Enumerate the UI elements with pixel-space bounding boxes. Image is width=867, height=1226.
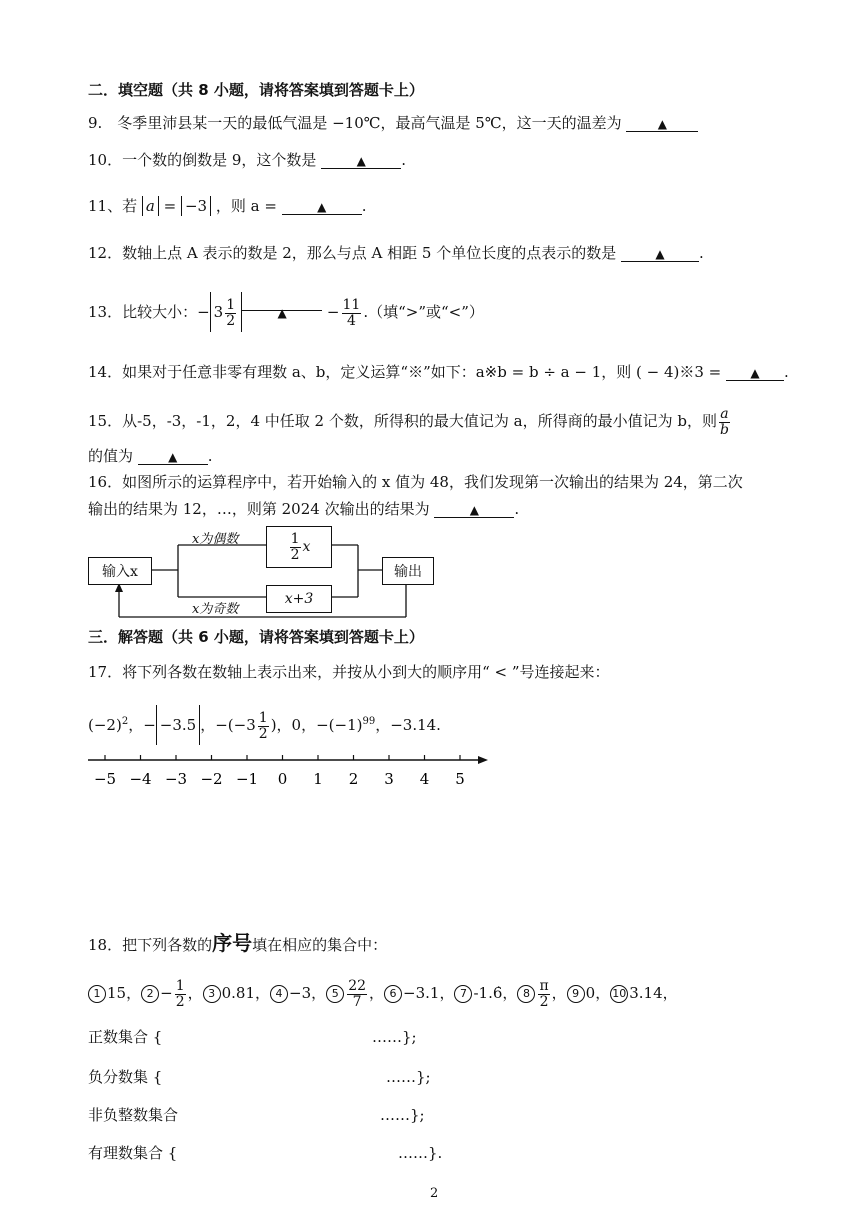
question-12: 12．数轴上点 A 表示的数是 2，那么与点 A 相距 5 个单位长度的点表示的数是 ▲ .	[88, 244, 704, 262]
set-label: 正数集合 {	[88, 1028, 163, 1046]
q14-answer-blank[interactable]: ▲	[726, 362, 784, 381]
set-label: 非负整数集合	[88, 1106, 179, 1124]
set-tail: ……};	[372, 1028, 417, 1046]
circled-number: 10	[610, 985, 628, 1003]
q18-item: 3 0.81，	[203, 984, 270, 1002]
flow-odd-label: x为奇数	[192, 602, 239, 617]
q15-answer-blank[interactable]: ▲	[138, 446, 208, 465]
q18-item: 10 3.14，	[612, 984, 678, 1002]
q13-abs-mixed-number: 3 $\frac{1}{2}$	[210, 292, 242, 332]
set-label: 负分数集 {	[88, 1068, 163, 1086]
q18-set-row[interactable]	[88, 1143, 177, 1163]
fraction: $\frac{\pi}{2}$	[539, 977, 549, 1010]
circled-number: 2	[141, 985, 159, 1003]
fraction: $\frac{22}{7}$	[348, 977, 367, 1010]
number-line-label: 0	[277, 770, 288, 788]
q16-answer-blank[interactable]: ▲	[434, 499, 514, 518]
q18-set-row[interactable]	[88, 1105, 178, 1125]
set-tail: ……};	[380, 1106, 425, 1124]
q9-answer-blank[interactable]: ▲	[626, 113, 698, 132]
set-tail: ……};	[386, 1068, 431, 1086]
number-line-label: 4	[419, 770, 430, 788]
q18-item: 9 0，	[567, 984, 611, 1002]
q18-item: 4 −3，	[270, 984, 326, 1002]
q18-number-list	[88, 978, 678, 1009]
q12-text: 12．数轴上点 A 表示的数是 2，那么与点 A 相距 5 个单位长度的点表示的数是	[88, 244, 617, 262]
number-line-label: −4	[129, 770, 152, 788]
question-17: 17．将下列各数在数轴上表示出来，并按从小到大的顺序用“ < ”号连接起来：	[88, 663, 610, 681]
circled-number: 1	[88, 985, 106, 1003]
circled-number: 8	[517, 985, 535, 1003]
q11-answer-blank[interactable]: ▲	[282, 196, 362, 215]
q12-answer-blank[interactable]: ▲	[621, 243, 699, 262]
flow-output-box: 输出	[382, 557, 434, 585]
q11-abs-a: a	[142, 196, 159, 216]
q18-item: 6 −3.1，	[384, 984, 454, 1002]
circled-number: 3	[203, 985, 221, 1003]
page-number: 2	[430, 1186, 439, 1201]
q17-abs: −3.5	[156, 705, 200, 745]
question-18: 18．把下列各数的序号填在相应的集合中：	[88, 931, 388, 955]
question-13: 13．比较大小：− 3 $\frac{1}{2}$ ▲ − $\frac{11}{4}$ .（填“>”或“<”）	[88, 292, 484, 332]
number-line-label: −5	[93, 770, 117, 788]
number-line-label: 3	[384, 770, 394, 788]
number-line-label: −3	[164, 770, 188, 788]
flow-half-box: $\frac{1}{2}$ x	[266, 526, 332, 568]
q15-fraction: $\frac{a}{b}$	[719, 405, 729, 438]
flow-plus3-box: x+3	[266, 585, 332, 613]
q13-fraction: $\frac{11}{4}$	[342, 296, 361, 329]
q17-numbers: $(-2)^2$，− −3.5 ，−(−3 $\frac{1}{2}$ )，0，$-(-1)^{99}$，−3.14.	[88, 702, 441, 745]
circled-number: 7	[454, 985, 472, 1003]
circled-number: 5	[326, 985, 344, 1003]
q18-item: 5 $\frac{22}{7}$ ，	[326, 984, 384, 1002]
circled-number: 4	[270, 985, 288, 1003]
q18-item: 7 -1.6̇，	[454, 984, 517, 1002]
q10-text: 10．一个数的倒数是 9，这个数是	[88, 151, 317, 169]
question-16-line-1: 16．如图所示的运算程序中，若开始输入的 x 值为 48，我们发现第一次输出的结果为 24，第二次	[88, 473, 743, 491]
number-line-label: −2	[200, 770, 223, 788]
q18-item: 1 15，	[88, 984, 141, 1002]
circled-number: 6	[384, 985, 402, 1003]
q14-text: 14．如果对于任意非零有理数 a、b，定义运算“※”如下：a※b = b ÷ a − 1，则 ( − 4)※3 =	[88, 363, 722, 381]
number-line-label: 5	[455, 770, 465, 788]
q18-item: 2 − $\frac{1}{2}$ ，	[141, 984, 203, 1002]
arrow-right-icon	[478, 756, 488, 764]
set-tail: ……}.	[398, 1144, 443, 1162]
q18-set-row[interactable]	[88, 1027, 162, 1047]
q13-answer-blank[interactable]: ▲	[242, 292, 322, 311]
flow-even-label: x为偶数	[192, 532, 239, 547]
flow-input-box: 输入x	[88, 557, 152, 585]
question-11: 11、若 a = −3 ，则 a = ▲ .	[88, 197, 367, 215]
section-2-title: 二．填空题（共 8 小题，请将答案填到答题卡上）	[88, 81, 424, 99]
q18-emphasis: 序号	[212, 931, 253, 955]
question-16-line-2: 输出的结果为 12，…，则第 2024 次输出的结果为 ▲ .	[88, 500, 520, 518]
fraction: $\frac{1}{2}$	[175, 977, 185, 1010]
question-14: 14．如果对于任意非零有理数 a、b，定义运算“※”如下：a※b = b ÷ a − 1，则 ( − 4)※3 = ▲ .	[88, 363, 789, 381]
question-15-line-2: 的值为 ▲ .	[88, 447, 213, 465]
question-15-line-1: 15．从-5，-3，-1，2，4 中任取 2 个数，所得积的最大值记为 a，所得商的最小值记为 b，则 $\frac{a}{b}$	[88, 405, 729, 438]
q18-set-row[interactable]	[88, 1067, 162, 1087]
number-line-label: −1	[235, 770, 259, 788]
q10-answer-blank[interactable]: ▲	[321, 150, 401, 169]
q9-text: 9. 冬季里沛县某一天的最低气温是 −10℃，最高气温是 5℃，这一天的温差为	[88, 114, 622, 132]
q11-abs-minus3: −3	[181, 196, 211, 216]
number-line-label: 2	[348, 770, 359, 788]
number-line	[0, 740, 867, 800]
section-3-title: 三．解答题（共 6 小题，请将答案填到答题卡上）	[88, 628, 424, 646]
circled-number: 9	[567, 985, 585, 1003]
question-10: 10．一个数的倒数是 9，这个数是 ▲ .	[88, 151, 406, 169]
q18-item: 8 $\frac{\pi}{2}$ ，	[517, 984, 566, 1002]
set-label: 有理数集合 {	[88, 1144, 178, 1162]
number-line-label: 1	[313, 770, 323, 788]
